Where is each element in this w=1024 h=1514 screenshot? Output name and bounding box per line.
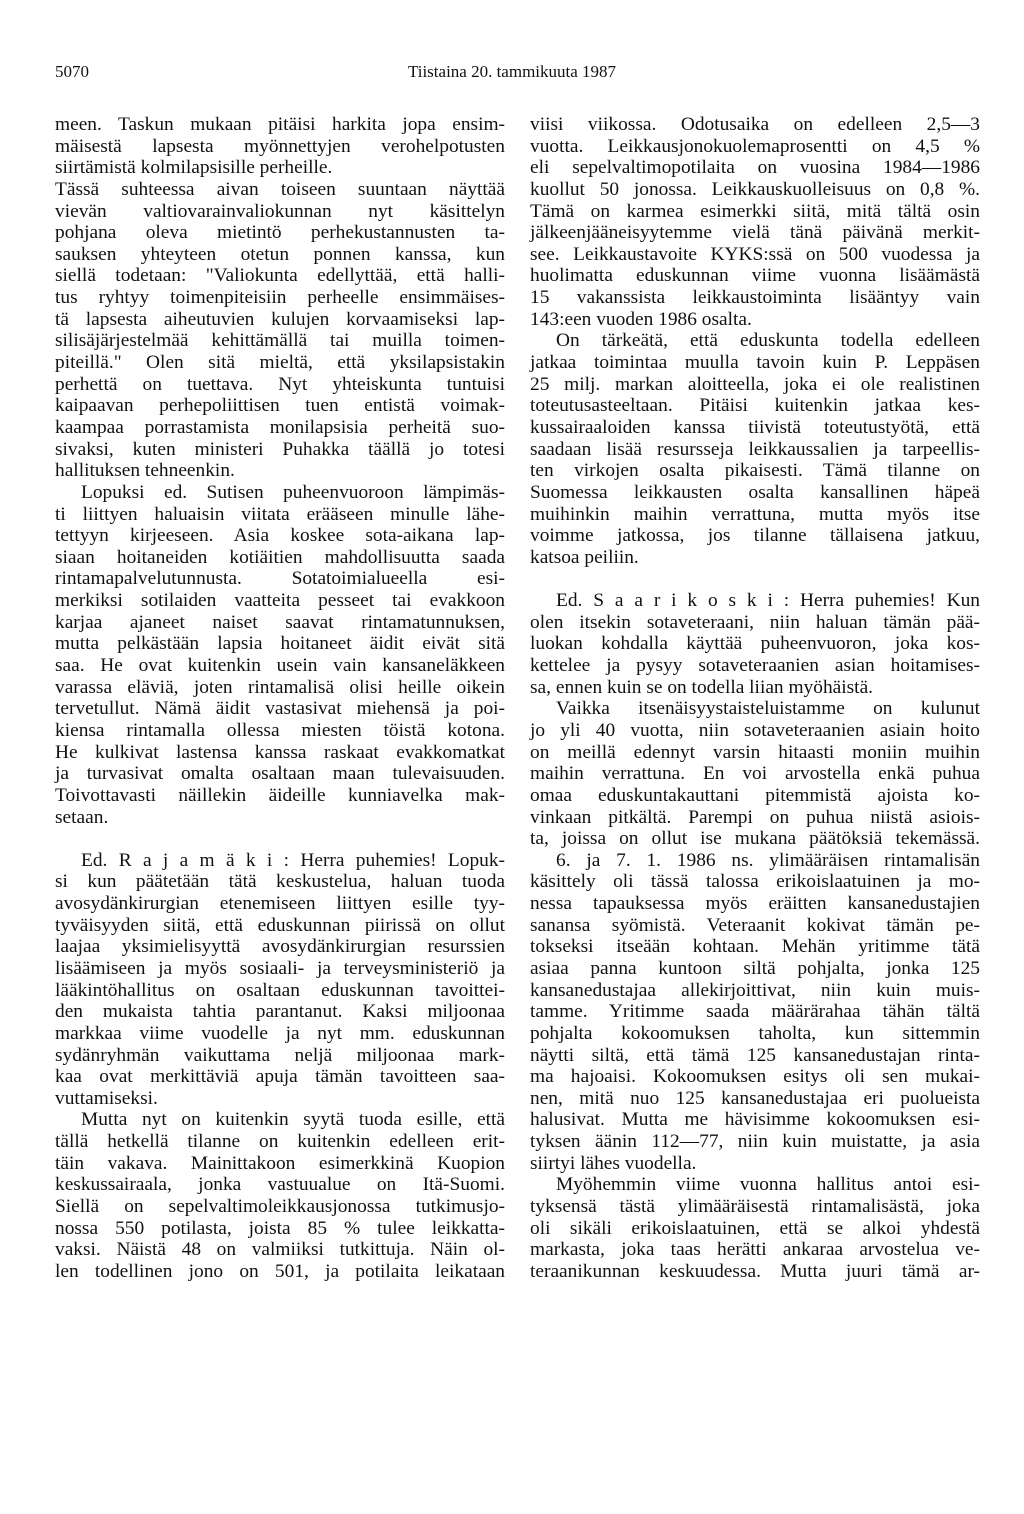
text-line: saadaan lisää resursseja leikkaussalien ja tarpeellis-	[530, 438, 980, 460]
text-line: Suomessa leikkausten osalta kansallinen häpeä	[530, 481, 980, 503]
text-line: olen itsekin sotaveteraani, niin haluan tämän pää-	[530, 611, 980, 633]
text-line: eli sepelvaltimopotilaita on vuosina 1984—1986	[530, 157, 980, 179]
text-line: vuttamiseksi.	[55, 1087, 158, 1109]
text-line: 25 milj. markan aloitteella, joka ei ole realistinen	[530, 373, 980, 395]
right-column	[530, 114, 980, 1283]
text-line: kansanedustajaa allekirjoittivat, niin kuin muis-	[530, 979, 980, 1001]
text-line: vaksi. Näistä 48 on valmiiksi tutkittuja. Näin ol-	[55, 1239, 505, 1261]
text-line: varassa eläviä, joten rintamalisä olisi heille oikein	[55, 676, 505, 698]
text-line: kaipaavan perhepoliittisen tuen entistä voimak-	[55, 395, 505, 417]
text-line: pohjana oleva mietintö perhekustannusten ta-	[55, 222, 505, 244]
text-line: tyksen äänin 112—77, niin kuin muistatte, ja asia	[530, 1131, 980, 1153]
text-line: kussairaaloiden kanssa tiivistä toteutustyötä, että	[530, 416, 980, 438]
text-line: tervetullut. Nämä äidit vastasivat miehensä ja poi-	[55, 698, 505, 720]
text-line: Siellä on sepelvaltimoleikkausjonossa tutkimusjo-	[55, 1196, 505, 1218]
text-line: silisäjärjestelmää kehittämällä tai muilla toimen-	[55, 330, 505, 352]
text-line: jälkeenjääneisyytemme vielä tänä päivänä merkit-	[530, 222, 980, 244]
text-line: ten virkojen osalta pikaisesti. Tämä tilanne on	[530, 460, 980, 482]
text-line: näytti siltä, että tämä 125 kansanedustajan rinta-	[530, 1044, 980, 1066]
text-line: vievän valtiovarainvaliokunnan nyt käsittelyn	[55, 200, 505, 222]
left-column	[55, 114, 505, 1283]
text-line: oli sikäli erikoislaatuinen, että se alkoi yhdestä	[530, 1217, 980, 1239]
text-line: 6. ja 7. 1. 1986 ns. ylimääräisen rintamalisän	[556, 849, 980, 871]
text-line: Ed. R a j a m ä k i : Herra puhemies! Lopuk-	[81, 849, 505, 871]
text-line: Ed. S a a r i k o s k i : Herra puhemies! Kun	[556, 590, 980, 612]
text-line: ja turvasivat omalta osaltaan maan tulevaisuuden.	[55, 763, 505, 785]
text-line: vuotta. Leikkausjonokuolemaprosentti on 4,5 %	[530, 135, 980, 157]
text-line: nen, mitä nuo 125 kansanedustajaa eri puolueista	[530, 1087, 980, 1109]
text-line: sivaksi, kuten ministeri Puhakka täällä jo totesi	[55, 438, 505, 460]
text-line: Toivottavasti näillekin äideille kunniavelka mak-	[55, 784, 505, 806]
text-line: rintamapalvelutunnusta. Sotatoimialueella esi-	[55, 568, 505, 590]
text-line: luokan kohdalla käyttää puheenvuoron, joka kos-	[530, 633, 980, 655]
text-line: sauksen yhteyteen otetun ponnen kanssa, kun	[55, 243, 505, 265]
text-line: Mutta nyt on kuitenkin syytä tuoda esille, että	[81, 1109, 505, 1131]
text-line: nessa tapauksessa myös eräitten kansanedustajien	[530, 893, 980, 915]
text-line: siellä todetaan: "Valiokunta edellyttää, että halli-	[55, 265, 505, 287]
text-line: nossa 550 potilasta, joista 85 % tulee leikkatta-	[55, 1217, 505, 1239]
text-line: karjaa ajaneet naiset saavat rintamatunnuksen,	[55, 611, 505, 633]
text-line: 15 vakanssista leikkaustoiminta lisääntyy vain	[530, 287, 980, 309]
text-line: lääkintöhallitus on osaltaan eduskunnan tavoittei-	[55, 979, 505, 1001]
text-line: den mukaista tahtia parantanut. Kaksi miljoonaa	[55, 1001, 505, 1023]
text-line: kettelee ja pysyy sotaveteraanien asian hoitamises-	[530, 655, 980, 677]
text-line: He kulkivat lastensa kanssa raskaat evakkomatkat	[55, 741, 505, 763]
text-line: ma hajoaisi. Kokoomuksen esitys oli sen mukai-	[530, 1066, 980, 1088]
text-line: vinkaan pitkältä. Parempi on puhua niistä asiois-	[530, 806, 980, 828]
text-line: jatkaa toimintaa muulla tavoin kuin P. Leppäsen	[530, 352, 980, 374]
text-line: avosydänkirurgian etenemiseen liittyen esille tyy-	[55, 893, 505, 915]
text-line: keskussairaala, jonka vastuualue on Itä-Suomi.	[55, 1174, 505, 1196]
text-line: jo yli 40 vuotta, niin sotaveteraanien asiain hoito	[530, 719, 980, 741]
text-line: see. Leikkaustavoite KYKS:ssä on 500 vuodessa ja	[530, 243, 980, 265]
text-line: tyväisyyden siitä, että eduskunnan piirissä on ollut	[55, 914, 505, 936]
text-line: Lopuksi ed. Sutisen puheenvuoroon lämpimäs-	[81, 481, 505, 503]
text-line: laajaa yksimielisyyttä avosydänkirurgian resurssien	[55, 936, 505, 958]
text-line: asiaa panna kuntoon siltä pohjalta, jonka 125	[530, 957, 980, 979]
text-line: kaa ovat merkittäviä apuja tämän tavoitteen saa-	[55, 1066, 505, 1088]
text-line: siirtämistä kolmilapsisille perheille.	[55, 157, 333, 179]
text-line: Vaikka itsenäisyystaisteluistamme on kulunut	[556, 698, 980, 720]
text-line: on meillä edennyt varsin hitaasti moniin muihin	[530, 741, 980, 763]
text-line: muihinkin maihin verrattuna, mutta myös itse	[530, 503, 980, 525]
text-line: ta, joissa on ollut ise mukana päätöksiä tekemässä.	[530, 828, 980, 850]
text-line: maihin verrattuna. En voi arvostella enkä puhua	[530, 763, 980, 785]
text-line: tä lapsesta aiheutuvien kulujen korvaamiseksi lap-	[55, 308, 505, 330]
text-line: kuollut 50 jonossa. Leikkauskuolleisuus on 0,8 %.	[530, 178, 980, 200]
text-line: teraanikunnan keskuudessa. Mutta juuri tämä ar-	[530, 1260, 980, 1282]
text-line: len todellinen jono on 501, ja potilaita leikataan	[55, 1260, 505, 1282]
text-line: setaan.	[55, 806, 109, 828]
page-header-date: Tiistaina 20. tammikuuta 1987	[407, 62, 617, 81]
text-line: meen. Taskun mukaan pitäisi harkita jopa ensim-	[55, 114, 505, 135]
text-line: mutta pelkästään lapsia hoitaneet äidit eivät sitä	[55, 633, 505, 655]
text-line: voimme jatkossa, jos tilanne tällaisena jatkuu,	[530, 525, 980, 547]
text-line: sydänryhmän vaikuttama neljä miljoonaa mark-	[55, 1044, 505, 1066]
text-line: kaampaa porrastamista monilapsisia perheitä suo-	[55, 416, 505, 438]
text-line: On tärkeätä, että eduskunta todella edelleen	[556, 330, 980, 352]
text-line: pohjalta kokoomuksen taholta, kun sittemmin	[530, 1022, 980, 1044]
text-line: markkaa viime vuodelle ja nyt mm. eduskunnan	[55, 1022, 505, 1044]
text-line: mäisestä lapsesta myönnettyjen verohelpotusten	[55, 135, 505, 157]
text-line: kiensa rintamalla ollessa miesten töistä kotona.	[55, 719, 505, 741]
text-line: markasta, joka taas herätti ankaraa arvostelua ve-	[530, 1239, 980, 1261]
text-line: toteutusasteeltaan. Pitäisi kuitenkin jatkaa kes-	[530, 395, 980, 417]
text-line: sanansa syömistä. Veteraanit kokivat tämän pe-	[530, 914, 980, 936]
text-line: Tämä on karmea esimerkki siitä, mitä tältä osin	[530, 200, 980, 222]
text-line: tamme. Yritimme saada määrärahaa tähän tältä	[530, 1001, 980, 1023]
text-line: katsoa peiliin.	[530, 546, 639, 568]
text-line: tyksensä tästä ylimääräisestä rintamalisästä, joka	[530, 1196, 980, 1218]
paragraph-gap	[55, 828, 505, 850]
text-line: ti liittyen haluaisin viitata erääseen minulle lähe-	[55, 503, 505, 525]
text-line: perhettä on tuettava. Nyt yhteiskunta tuntuisi	[55, 373, 505, 395]
text-line: tettyyn kirjeeseen. Asia koskee sota-aikana lap-	[55, 525, 505, 547]
text-line: siaan hoitaneiden kotiäitien mahdollisuutta saada	[55, 546, 505, 568]
text-line: tällä hetkellä tilanne on kuitenkin edelleen erit-	[55, 1131, 505, 1153]
text-line: si kun päätetään tätä keskustelua, haluan tuoda	[55, 871, 505, 893]
text-line: hallituksen tehneenkin.	[55, 460, 235, 482]
text-line: omaa eduskuntakauttani pitemmistä ajoista ko-	[530, 784, 980, 806]
text-line: 143:een vuoden 1986 osalta.	[530, 308, 752, 330]
text-line: piteillä." Olen sitä mieltä, että yksilapsistakin	[55, 352, 505, 374]
text-line: merkiksi sotilaiden vaatteita pesseet tai evakkoon	[55, 590, 505, 612]
text-line: täin vakava. Mainittakoon esimerkkinä Kuopion	[55, 1152, 505, 1174]
text-line: tokseksi itseään kohtaan. Mehän yritimme tätä	[530, 936, 980, 958]
text-line: saa. He ovat kuitenkin usein vain kansaneläkkeen	[55, 655, 505, 677]
text-line: huolimatta eduskunnan viime vuonna lisäämästä	[530, 265, 980, 287]
text-line: lisäämiseen ja myös sosiaali- ja terveysministeriö ja	[55, 957, 505, 979]
text-line: siirtyi lähes vuodella.	[530, 1152, 697, 1174]
text-line: sa, ennen kuin se on todella liian myöhäistä.	[530, 676, 874, 698]
text-line: tus ryhtyy toimenpiteisiin perheelle ensimmäises-	[55, 287, 505, 309]
text-line: halusivat. Mutta me hävisimme kokoomuksen esi-	[530, 1109, 980, 1131]
paragraph-gap	[530, 568, 980, 590]
text-line: viisi viikossa. Odotusaika on edelleen 2,5—3	[530, 114, 980, 135]
text-line: käsittely oli tässä talossa erikoislaatuinen ja mo-	[530, 871, 980, 893]
text-line: Myöhemmin viime vuonna hallitus antoi esi-	[556, 1174, 980, 1196]
page-number: 5070	[55, 62, 89, 81]
text-line: Tässä suhteessa aivan toiseen suuntaan näyttää	[55, 178, 505, 200]
